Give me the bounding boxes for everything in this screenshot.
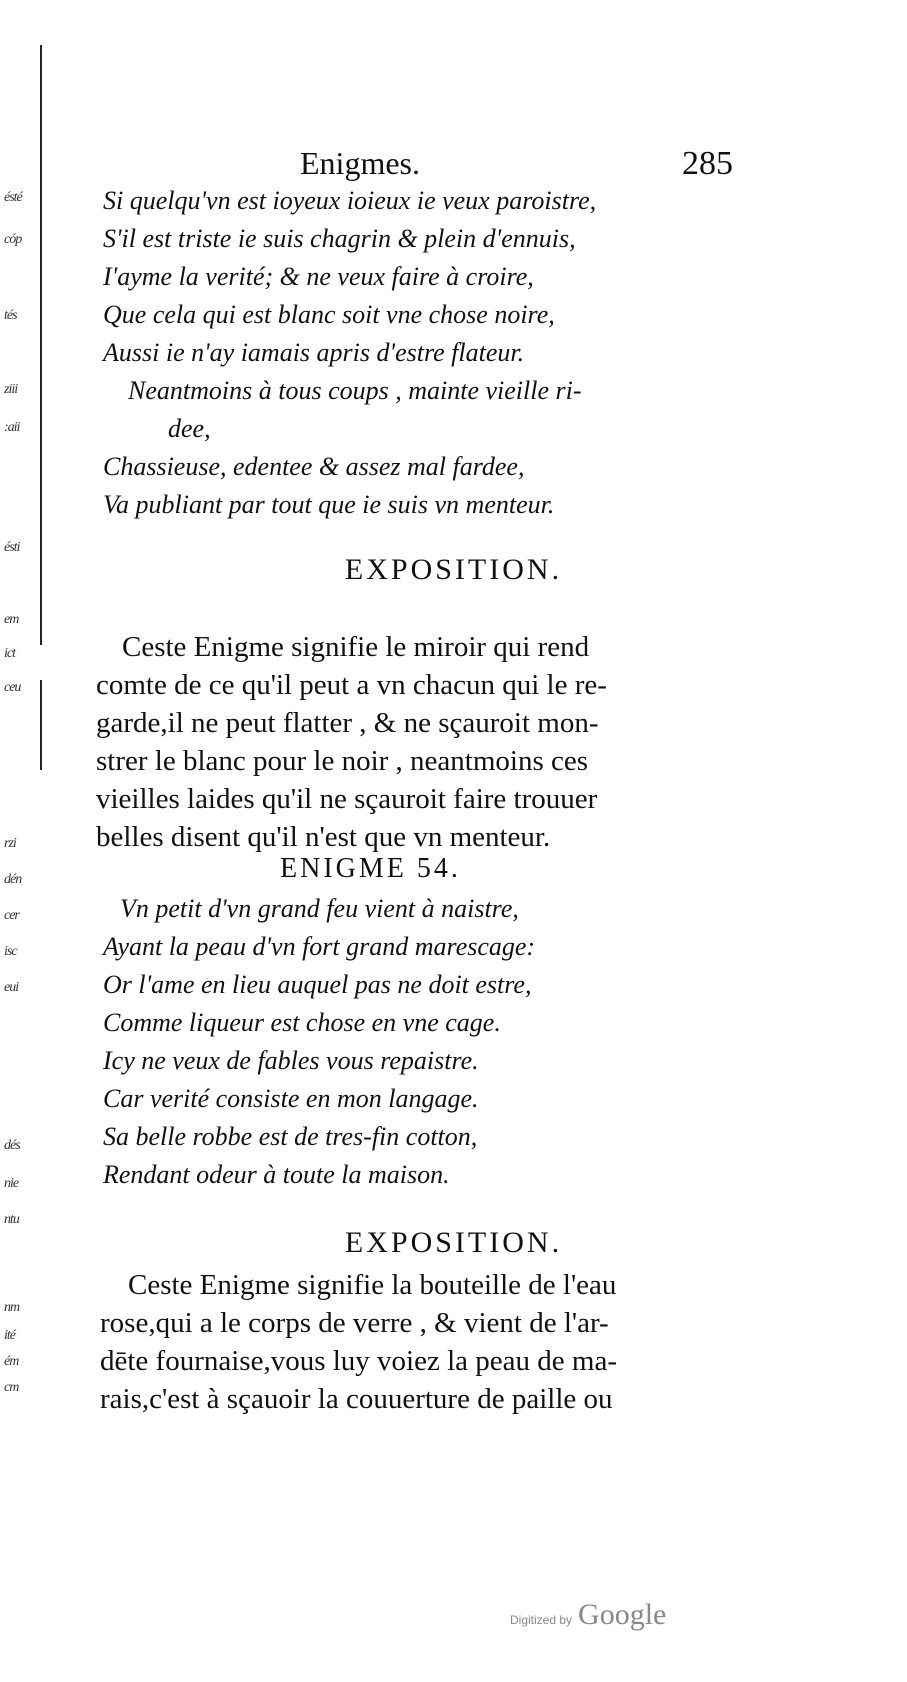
prose-line: Ceste Enigme signifie le miroir qui rend	[122, 631, 590, 663]
google-logo: Google	[578, 1598, 667, 1631]
running-head	[0, 145, 907, 185]
margin-fragment: cóp	[4, 232, 22, 247]
prose-line: belles disent qu'il n'est que vn menteur.	[96, 821, 551, 853]
prose-line: comte de ce qu'il peut a vn chacun qui le re-	[96, 669, 607, 701]
verse-line: Si quelqu'vn est ioyeux ioieux ie veux paroistre,	[103, 186, 597, 215]
verse-line: Comme liqueur est chose en vne cage.	[103, 1008, 501, 1037]
page-number: 285	[682, 145, 733, 182]
margin-fragment: ceu	[4, 680, 21, 695]
verse-line: I'ayme la verité; & ne veux faire à croire,	[103, 262, 534, 291]
margin-fragment: rzi	[4, 836, 16, 851]
prose-line: strer le blanc pour le noir , neantmoins ces	[96, 745, 589, 777]
prose-line: Ceste Enigme signifie la bouteille de l'eau	[128, 1269, 617, 1301]
running-head-title: Enigmes.	[300, 145, 420, 181]
margin-fragment: em	[4, 612, 19, 627]
margin-fragment: isc	[4, 944, 17, 959]
prose-line: rais,c'est à sçauoir la couuerture de paille ou	[100, 1383, 613, 1415]
margin-fragment: cm	[4, 1380, 19, 1395]
verse-line: Vn petit d'vn grand feu vient à naistre,	[120, 894, 519, 923]
exposition-heading: EXPOSITION.	[344, 1226, 563, 1259]
verse-line: S'il est triste ie suis chagrin & plein d'ennuis,	[103, 224, 576, 253]
verse-line: Rendant odeur à toute la maison.	[103, 1160, 450, 1189]
margin-fragment: ntu	[4, 1212, 19, 1227]
verse-line: dee,	[168, 414, 211, 443]
margin-fragment: ésti	[4, 540, 20, 555]
verse-line: Sa belle robbe est de tres-fin cotton,	[103, 1122, 478, 1151]
enigma-heading: ENIGME 54.	[280, 853, 461, 884]
margin-fragment: dés	[4, 1138, 20, 1153]
prose-line: dēte fournaise,vous luy voiez la peau de ma-	[100, 1345, 617, 1377]
prose-line: vieilles laides qu'il ne sçauroit faire trouuer	[96, 783, 598, 815]
digitized-by-google-watermark	[510, 1598, 666, 1632]
margin-fragment: dén	[4, 872, 22, 887]
verse-line: Va publiant par tout que ie suis vn menteur.	[103, 490, 555, 519]
gutter-rule-lower	[40, 680, 42, 770]
margin-fragment: eui	[4, 980, 19, 995]
margin-fragment: nie	[4, 1176, 19, 1191]
margin-fragment: ziii	[4, 382, 18, 397]
margin-fragment: ité	[4, 1328, 15, 1343]
margin-fragment: tés	[4, 308, 17, 323]
margin-fragment: ict	[4, 646, 15, 661]
verse-line: Car verité consiste en mon langage.	[103, 1084, 479, 1113]
verse-line: Icy ne veux de fables vous repaistre.	[103, 1046, 479, 1075]
verse-line: Neantmoins à tous coups , mainte vieille ri-	[128, 376, 582, 405]
margin-fragment: nm	[4, 1300, 20, 1315]
watermark-prefix: Digitized by	[510, 1613, 573, 1627]
verse-line: Or l'ame en lieu auquel pas ne doit estre,	[103, 970, 532, 999]
verse-line: Ayant la peau d'vn fort grand marescage:	[103, 932, 536, 961]
margin-fragment: ém	[4, 1354, 19, 1369]
prose-line: rose,qui a le corps de verre , & vient de l'ar-	[100, 1307, 609, 1339]
prose-line: garde,il ne peut flatter , & ne sçauroit mon-	[96, 707, 599, 739]
margin-fragment: ésté	[4, 190, 22, 205]
margin-fragment: :aii	[4, 420, 20, 435]
margin-fragment: cer	[4, 908, 19, 923]
verse-line: Aussi ie n'ay iamais apris d'estre flateur.	[103, 338, 525, 367]
verse-line: Chassieuse, edentee & assez mal fardee,	[103, 452, 525, 481]
verse-line: Que cela qui est blanc soit vne chose noire,	[103, 300, 555, 329]
exposition-heading: EXPOSITION.	[344, 553, 563, 586]
